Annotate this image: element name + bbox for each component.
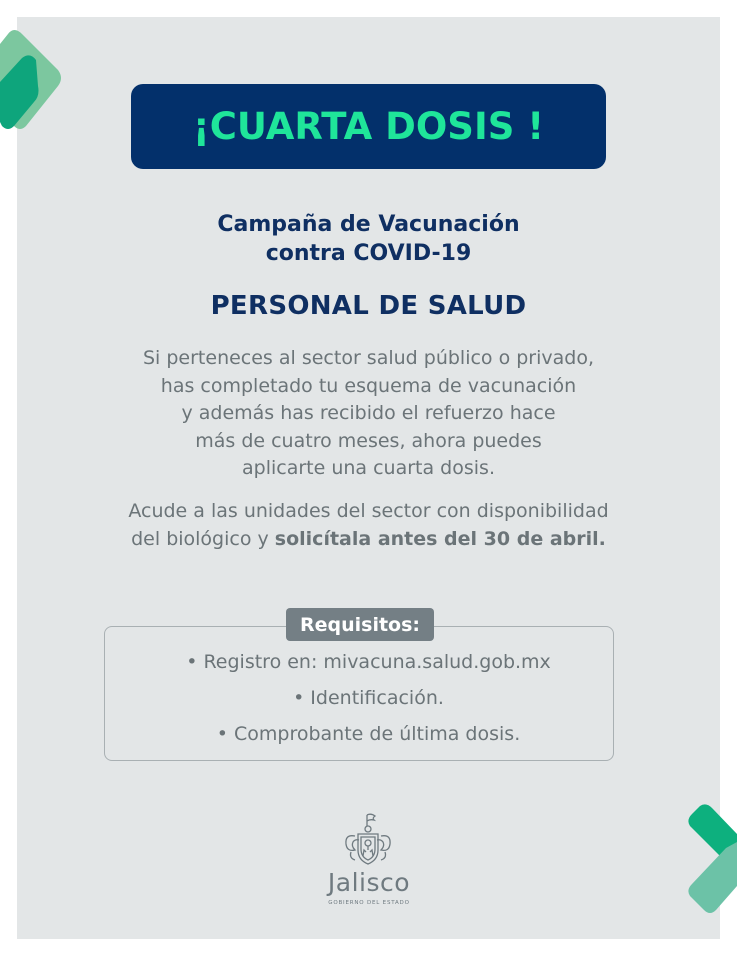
- cta-line-2: [0, 526, 737, 554]
- requirement-item: • Identificación.: [293, 687, 444, 709]
- eligibility-line: has completado tu esquema de vacunación: [160, 374, 577, 397]
- audience-title: PERSONAL DE SALUD: [210, 291, 527, 321]
- cta-line-1: Acude a las unidades del sector con disponibilidad: [128, 500, 609, 522]
- campaign-line-1: Campaña de Vacunación: [217, 212, 520, 237]
- campaign-subtitle: [0, 210, 737, 268]
- headline-banner: [131, 84, 606, 169]
- headline-text: ¡CUARTA DOSIS !: [192, 105, 545, 148]
- jalisco-logo: [310, 812, 428, 912]
- requirements-list: [0, 648, 737, 756]
- requirement-item: • Comprobante de última dosis.: [216, 723, 521, 745]
- eligibility-line: y además has recibido el refuerzo hace: [181, 402, 556, 424]
- chevron-decoration-bottom-right-icon: [686, 804, 737, 916]
- cta-line-2-regular: del biológico y: [131, 527, 275, 550]
- eligibility-line: más de cuatro meses, ahora puedes: [195, 429, 542, 452]
- eligibility-paragraph: [0, 345, 737, 483]
- requirement-item: • Registro en: mivacuna.salud.gob.mx: [186, 651, 551, 673]
- campaign-line-2: contra COVID-19: [265, 241, 472, 266]
- jalisco-wordmark: Jalisco: [327, 868, 411, 897]
- eligibility-line: Si perteneces al sector salud público o privado,: [142, 347, 595, 369]
- chevron-decoration-top-left-icon: [0, 28, 66, 132]
- eligibility-line: aplicarte una cuarta dosis.: [242, 457, 495, 479]
- jalisco-subtitle: GOBIERNO DEL ESTADO: [328, 900, 410, 906]
- jalisco-coat-of-arms-icon: [341, 812, 397, 868]
- cta-deadline: solicítala antes del 30 de abril.: [274, 527, 606, 550]
- requirements-label: Requisitos:: [286, 608, 434, 641]
- call-to-action-paragraph: [0, 498, 737, 553]
